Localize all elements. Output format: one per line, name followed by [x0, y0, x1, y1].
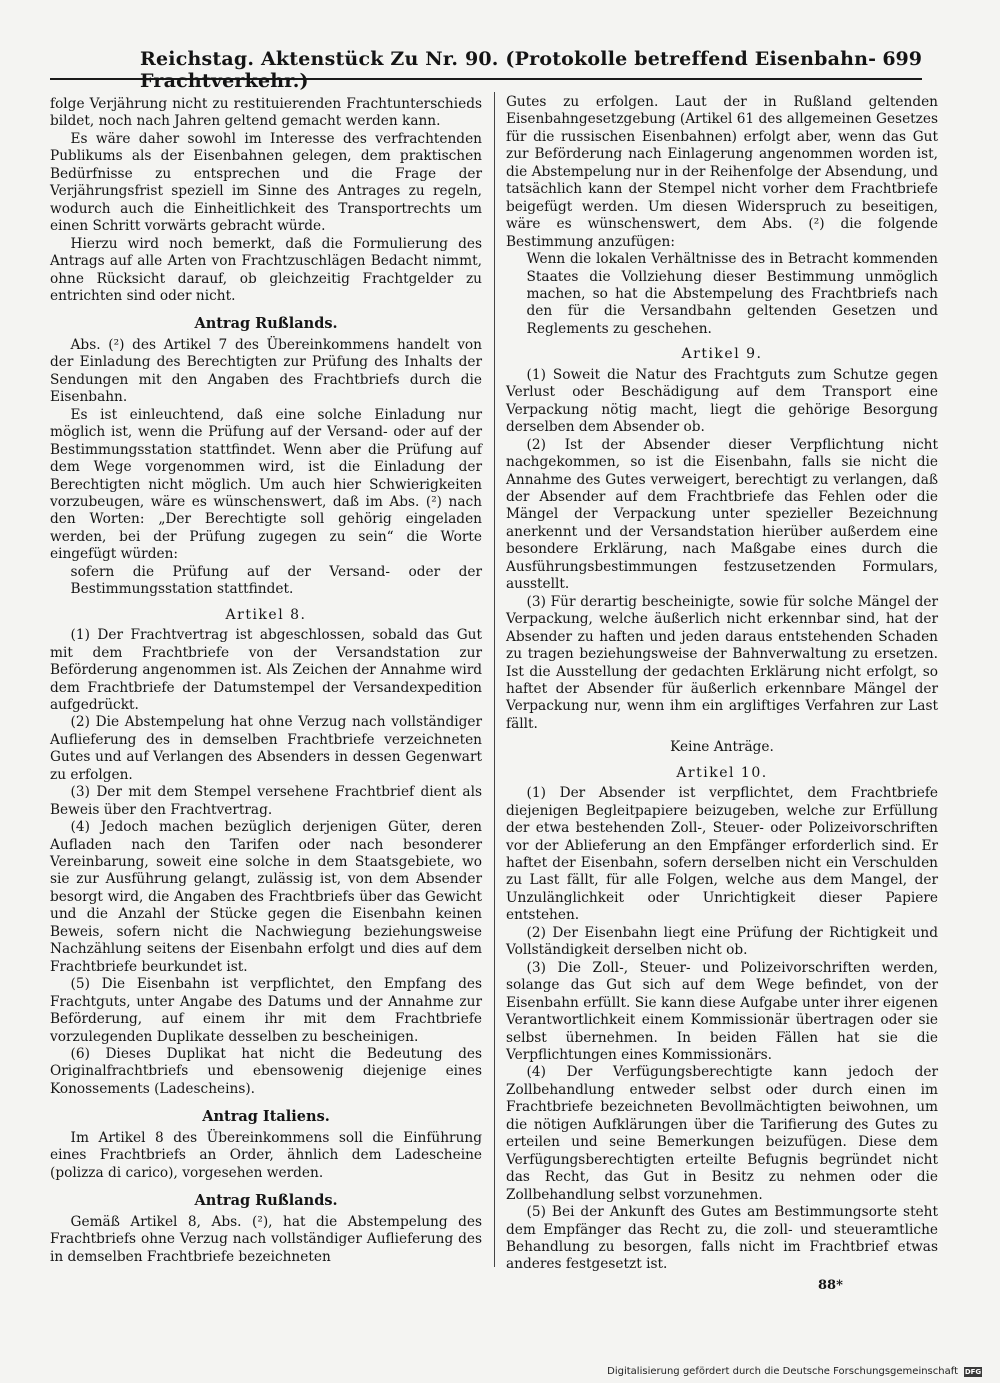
- paragraph: (4) Der Verfügungsberechtigte kann jedoch der Zollbehandlung entweder selbst oder durch einen im Frachtbriefe bezeichneten Bevollmächtigten beiwohnen, um die nötigen Aufklärungen über die Tarifierung des Gutes zu erteilen und seine Bemerkungen beizufügen. Diese dem Verfügungsberechtigten erteilte Befugnis begründet nicht das Recht, das Gut in Besitz zu nehmen oder die Zollbehandlung selbst vorzunehmen.: [506, 1064, 938, 1203]
- page-number: 699: [882, 48, 922, 70]
- section-heading: Antrag Rußlands.: [194, 315, 338, 333]
- section-heading: Antrag Italiens.: [202, 1108, 330, 1126]
- paragraph: (1) Der Absender ist verpflichtet, dem Frachtbriefe diejenigen Begleitpapiere beizugeben, welche zur Erfüllung der etwa bestehenden Zoll-, Steuer- oder Polizeivorschriften vor der Ablieferung an den Empfänger erforderlich sind. Er haftet der Eisenbahn, sofern derselben nicht ein Verschulden zu Last fällt, für alle Folgen, welche aus dem Mangel, der Unzulänglichkeit oder Unrichtigkeit dieser Papiere entstehen.: [506, 785, 938, 924]
- paragraph: (5) Bei der Ankunft des Gutes am Bestimmungsorte steht dem Empfänger das Recht zu, die zoll- und steueramtliche Behandlung zu besorgen, falls nicht im Frachtbrief etwas anderes festgesetzt ist.: [506, 1204, 938, 1273]
- paragraph: Es ist einleuchtend, daß eine solche Einladung nur möglich ist, wenn die Prüfung auf der Versand- oder auf der Bestimmungsstation stattfindet. Wenn aber die Prüfung auf dem Wege vorgenommen wird, ist die Einladung der Berechtigten nicht möglich. Um auch hier Schwierigkeiten vorzubeugen, wäre es wünschenswert, daß im Abs. (²) nach den Worten: „Der Berechtigte soll gehörig eingeladen werden, bei der Prüfung zugegen zu sein“ die Worte eingefügt würden:: [50, 406, 482, 563]
- paragraph: (1) Soweit die Natur des Frachtguts zum Schutze gegen Verlust oder Beschädigung auf dem Transport eine Verpackung nötig macht, liegt die gehörige Besorgung derselben dem Absender ob.: [506, 366, 938, 436]
- paragraph: Abs. (²) des Artikel 7 des Übereinkommens handelt von der Einladung des Berechtigten zur Prüfung des Inhalts der Sendungen mit den Angaben des Frachtbriefs durch die Eisenbahn.: [50, 336, 482, 406]
- paragraph: Hierzu wird noch bemerkt, daß die Formulierung des Antrags auf alle Arten von Frachtzuschlägen Bedacht nimmt, ohne Rücksicht darauf, ob gleichzeitig Frachtgelder zu entrichten sind oder nicht.: [50, 235, 482, 304]
- paragraph: (4) Jedoch machen bezüglich derjenigen Güter, deren Aufladen nach den Tarifen oder nach besonderer Vereinbarung, soweit eine solche in dem Staatsgebiete, wo sie zur Ausführung gelangt, zulässig ist, von dem Absender besorgt wird, die Angaben des Frachtbriefs über das Gewicht und die Anzahl der Stücke gegen die Eisenbahn keinen Beweis, sofern nicht die Nachwiegung beziehungsweise Nachzählung seitens der Eisenbahn erfolgt und dies auf dem Frachtbriefe beurkundet ist.: [50, 819, 482, 975]
- paragraph: (3) Für derartig bescheinigte, sowie für solche Mängel der Verpackung, welche äußerlich nicht erkennbar sind, hat der Absender zu haften und jeden daraus entstehenden Schaden zu tragen beziehungsweise der Bahnverwaltung zu ersetzen. Ist die Ausstellung der gedachten Erklärung nicht erfolgt, so haftet der Absender für äußerlich erkennbare Mängel der Verpackung nur, wenn ihm ein argliftiges Verfahren zur Last fällt.: [506, 593, 938, 732]
- section-heading: Antrag Rußlands.: [194, 1192, 338, 1210]
- running-header: [50, 44, 922, 92]
- article-heading: Artikel 10.: [676, 764, 768, 781]
- paragraph: Im Artikel 8 des Übereinkommens soll die Einführung eines Frachtbriefs an Order, ähnlich dem Ladescheine (polizza di carico), vorgesehen werden.: [50, 1129, 482, 1181]
- paragraph: (2) Die Abstempelung hat ohne Verzug nach vollständiger Auflieferung des in demselben Frachtbriefe verzeichneten Gutes und auf Verlangen des Absenders in dessen Gegenwart zu erfolgen.: [50, 714, 482, 783]
- article-heading: Artikel 9.: [681, 346, 763, 363]
- footer-text: Digitalisierung gefördert durch die Deutsche Forschungsgemeinschaft: [607, 1366, 958, 1377]
- column-divider: [494, 92, 495, 1267]
- paragraph: (2) Ist der Absender dieser Verpflichtung nicht nachgekommen, so ist die Eisenbahn, falls sie nicht die Annahme des Gutes verweigert, berechtigt zu verlangen, daß der Absender auf dem Frachtbriefe das Fehlen oder die Mängel der Verpackung unter spezieller Bezeichnung anerkennt und der Versandstation hierüber außerdem eine besondere Erklärung, nach Maßgabe eines durch die Ausführungsbestimmungen festzusetzenden Formulars, ausstellt.: [506, 436, 938, 593]
- paragraph: Gemäß Artikel 8, Abs. (²), hat die Abstempelung des Frachtbriefs ohne Verzug nach vollständiger Auflieferung des in demselben Frachtbriefe bezeichneten: [50, 1213, 482, 1265]
- paragraph: (3) Der mit dem Stempel versehene Frachtbrief dient als Beweis über den Frachtvertrag.: [50, 784, 482, 818]
- signature-mark: 88*: [818, 1278, 843, 1293]
- paragraph: Es wäre daher sowohl im Interesse des verfrachtenden Publikums als der Eisenbahnen gelegen, dem praktischen Bedürfnisse zu entsprechen und die Frage der Verjährungsfrist speziell im Sinne des Antrages zu regeln, wodurch auch die Einheitlichkeit des Transportrechts um einen Schritt vorwärts gebracht würde.: [50, 130, 482, 235]
- paragraph: (2) Der Eisenbahn liegt eine Prüfung der Richtigkeit und Vollständigkeit derselben nicht ob.: [506, 924, 938, 959]
- footer: [607, 1366, 982, 1377]
- note-heading: Keine Anträge.: [670, 739, 774, 756]
- dfg-logo-icon: DFG: [964, 1367, 982, 1376]
- inserted-text: Wenn die lokalen Verhältnisse des in Betracht kommenden Staates die Vollziehung dieser Bestimmung unmöglich machen, so hat die Abstempelung des Frachtbriefs nach den für die Versandbahn geltenden Gesetzen und Reglements zu geschehen.: [526, 251, 938, 337]
- paragraph: Gutes zu erfolgen. Laut der in Rußland geltenden Eisenbahngesetzgebung (Artikel 61 des allgemeinen Gesetzes für die russischen Eisenbahnen) erfolgt aber, wenn das Gut zur Beförderung nach Einlagerung angenommen worden ist, die Abstempelung nur in der Reihenfolge der Absendung, und tatsächlich kann der Stempel nicht vorher dem Frachtbriefe beigefügt werden. Um diesen Widerspruch zu beseitigen, wäre es wünschenswert, dem Abs. (²) die folgende Bestimmung anzufügen:: [506, 94, 939, 250]
- article-heading: Artikel 8.: [225, 606, 307, 623]
- header-title: Reichstag. Aktenstück Zu Nr. 90. (Protokolle betreffend Eisenbahn-Frachtverkehr.): [140, 48, 877, 92]
- left-column: [50, 96, 482, 1266]
- paragraph: (3) Die Zoll-, Steuer- und Polizeivorschriften werden, solange das Gut sich auf dem Wege befindet, von der Eisenbahn erfüllt. Sie kann diese Aufgabe unter ihrer eigenen Verantwortlichkeit einem Kommissionär übertragen oder sie selbst übernehmen. In beiden Fällen hat sie die Verpflichtungen eines Kommissionärs.: [506, 959, 938, 1064]
- paragraph: (6) Dieses Duplikat hat nicht die Bedeutung des Originalfrachtbriefs und ebensowenig diejenige eines Konossements (Ladescheins).: [50, 1046, 482, 1097]
- inserted-text: sofern die Prüfung auf der Versand- oder der Bestimmungsstation stattfindet.: [70, 563, 482, 598]
- right-column: [506, 94, 938, 1274]
- paragraph: (5) Die Eisenbahn ist verpflichtet, den Empfang des Frachtguts, unter Angabe des Datums und der Annahme zur Beförderung, auf einem ihr mit dem Frachtbriefe vorzulegenden Duplikate desselben zu bescheinigen.: [50, 976, 482, 1045]
- paragraph: folge Verjährung nicht zu restituierenden Frachtunterschieds bildet, noch nach Jahren geltend gemacht werden kann.: [50, 96, 482, 130]
- paragraph: (1) Der Frachtvertrag ist abgeschlossen, sobald das Gut mit dem Frachtbriefe von der Versandstation zur Beförderung angenommen ist. Als Zeichen der Annahme wird dem Frachtbriefe der Datumstempel der Versandexpedition aufgedrückt.: [50, 627, 482, 713]
